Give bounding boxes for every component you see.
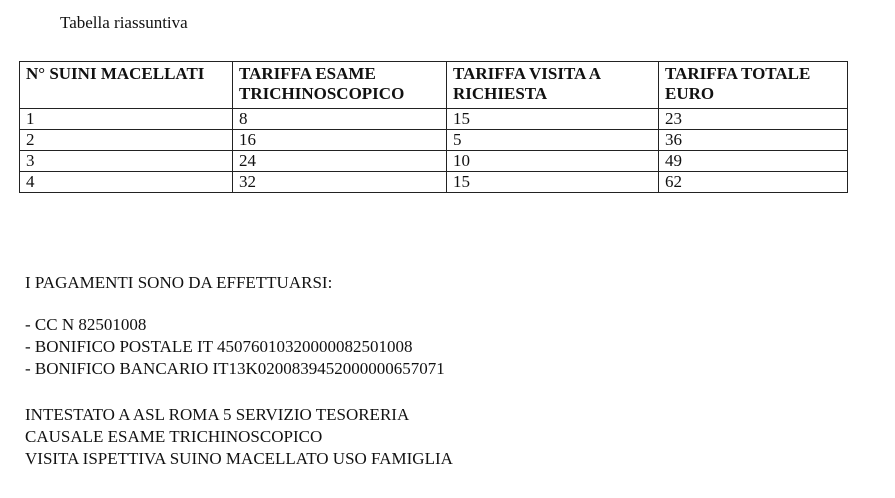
header-total-fee: TARIFFA TOTALE EURO [659, 62, 848, 109]
table-row [20, 130, 848, 151]
table-cell: 36 [659, 130, 848, 151]
payment-instructions [25, 272, 453, 470]
table-cell: 5 [447, 130, 659, 151]
table-cell: 15 [447, 109, 659, 130]
table-cell: 10 [447, 151, 659, 172]
table-cell: 16 [233, 130, 447, 151]
table-cell: 49 [659, 151, 848, 172]
spacer [25, 294, 453, 314]
table-cell: 1 [20, 109, 233, 130]
spacer [25, 380, 453, 404]
table-row [20, 109, 848, 130]
header-trichinoscopy-fee: TARIFFA ESAME TRICHINOSCOPICO [233, 62, 447, 109]
table-cell: 4 [20, 172, 233, 193]
payments-heading: I PAGAMENTI SONO DA EFFETTUARSI: [25, 273, 333, 292]
table-caption: Tabella riassuntiva [60, 13, 188, 32]
table-row [20, 172, 848, 193]
tariff-summary-table [19, 61, 848, 193]
table-cell: 24 [233, 151, 447, 172]
table-cell: 8 [233, 109, 447, 130]
payment-reason-continued: VISITA ISPETTIVA SUINO MACELLATO USO FAMIGLIA [25, 449, 453, 468]
table-cell: 3 [20, 151, 233, 172]
table-row [20, 151, 848, 172]
payment-reason-line: CAUSALE ESAME TRICHINOSCOPICO [25, 427, 323, 446]
payment-method-postal-transfer: - BONIFICO POSTALE IT 45076010320000082501008 [25, 337, 413, 356]
header-pig-count: N° SUINI MACELLATI [20, 62, 233, 109]
payment-method-postal-account: - CC N 82501008 [25, 315, 147, 334]
table-cell: 32 [233, 172, 447, 193]
table-cell: 23 [659, 109, 848, 130]
payment-method-bank-transfer: - BONIFICO BANCARIO IT13K0200839452000000657071 [25, 359, 445, 378]
table-cell: 2 [20, 130, 233, 151]
header-visit-fee: TARIFFA VISITA A RICHIESTA [447, 62, 659, 109]
payee-line: INTESTATO A ASL ROMA 5 SERVIZIO TESORERIA [25, 405, 410, 424]
table-cell: 15 [447, 172, 659, 193]
table-header-row [20, 62, 848, 109]
table-cell: 62 [659, 172, 848, 193]
